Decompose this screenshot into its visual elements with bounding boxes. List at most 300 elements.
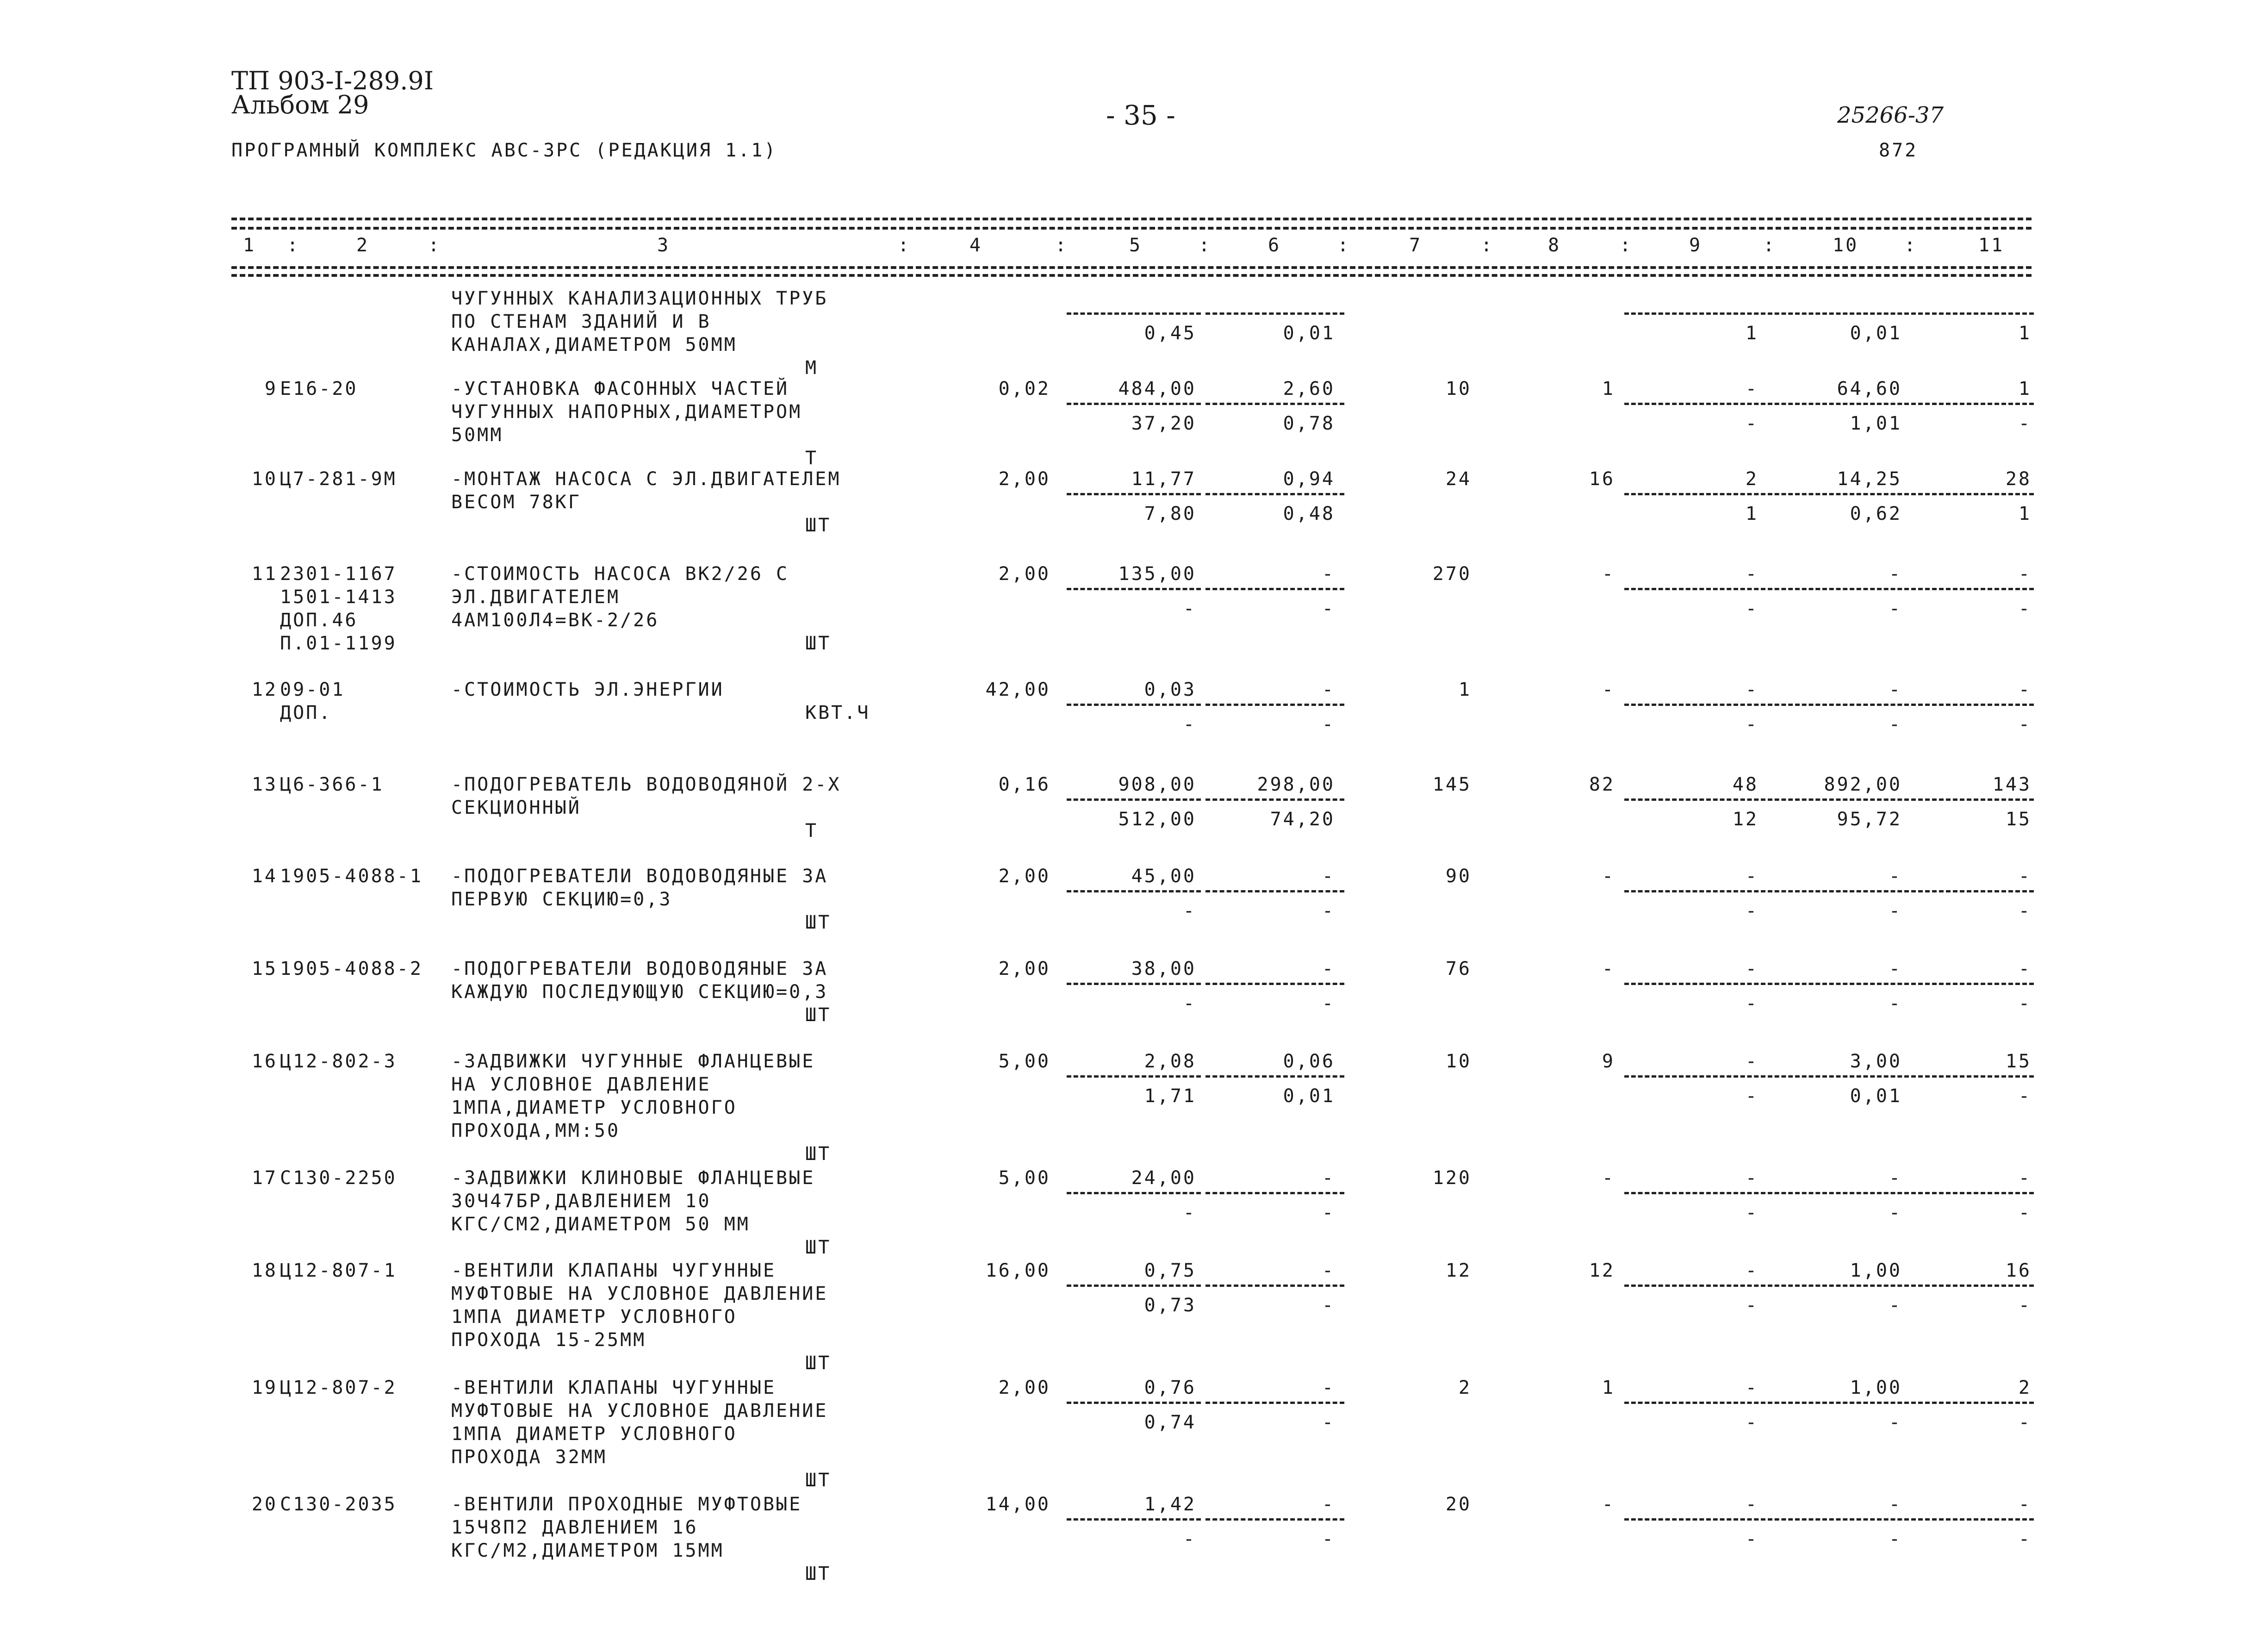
work-description: ЭЛ.ДВИГАТЕЛЕМ	[451, 586, 621, 608]
cell-separator	[1205, 493, 1344, 495]
unit-of-measure: ШТ	[805, 515, 832, 536]
unit-of-measure: Т	[805, 820, 819, 842]
cell-c6b: -	[1322, 1528, 1335, 1550]
cell-separator	[1067, 1192, 1201, 1194]
cell-c11a: 15	[2005, 1051, 2032, 1072]
cell-c10a: 1,00	[1850, 1260, 1902, 1281]
norm-code: 2301-1167	[280, 563, 397, 585]
column-header-5: 5	[1129, 235, 1143, 256]
cell-c10b: -	[1889, 714, 1902, 735]
cell-c11a: 143	[1992, 774, 2032, 795]
cell-separator	[1205, 798, 1344, 801]
cell-separator	[1768, 798, 1909, 801]
cell-c7: 24	[1445, 468, 1472, 490]
norm-code: Ц12-807-2	[280, 1377, 397, 1398]
cell-separator	[1067, 312, 1201, 315]
cell-separator	[1067, 983, 1201, 985]
cell-c6b: 0,78	[1283, 413, 1335, 434]
cell-c10b: 1,01	[1850, 413, 1902, 434]
cell-c11b: 15	[2005, 809, 2032, 830]
cell-c6a: -	[1322, 563, 1335, 585]
cell-c6b: -	[1322, 1202, 1335, 1223]
cell-separator	[1768, 1518, 1909, 1521]
row-number: 13	[251, 774, 278, 795]
cell-separator	[1624, 1192, 1765, 1194]
cell-c11b: -	[2018, 1202, 2032, 1223]
work-description: ПРОХОДА 15-25ММ	[451, 1329, 646, 1351]
cell-c10b: 0,62	[1850, 503, 1902, 524]
work-description: КАНАЛАХ,ДИАМЕТРОМ 50ММ	[451, 334, 737, 355]
norm-code: Ц12-807-1	[280, 1260, 397, 1281]
cell-separator	[1911, 1075, 2034, 1078]
column-separator-colon: :	[1337, 235, 1351, 256]
row-number: 20	[251, 1494, 278, 1515]
cell-c9a: -	[1745, 866, 1758, 887]
cell-c11a: 16	[2005, 1260, 2032, 1281]
unit-of-measure: М	[805, 357, 819, 379]
work-description: -ПОДОГРЕВАТЕЛИ ВОДОВОДЯНЫЕ ЗА	[451, 958, 828, 979]
cell-separator	[1205, 312, 1344, 315]
column-separator-colon: :	[287, 235, 300, 256]
cell-c5b: 7,80	[1144, 503, 1196, 524]
cell-c9b: -	[1745, 1528, 1758, 1550]
cell-separator	[1205, 1192, 1344, 1194]
cell-c5b: -	[1183, 714, 1196, 735]
cell-c11b: -	[2018, 714, 2032, 735]
work-description: ПО СТЕНАМ ЗДАНИЙ И В	[451, 311, 711, 332]
cell-separator	[1067, 1518, 1201, 1521]
cell-c11a: 1	[2018, 378, 2032, 399]
cell-separator	[1768, 1402, 1909, 1404]
cell-c5a: 484,00	[1118, 378, 1196, 399]
column-header-2: 2	[356, 235, 370, 256]
unit-of-measure: ШТ	[805, 912, 832, 933]
work-description: -УСТАНОВКА ФАСОННЫХ ЧАСТЕЙ	[451, 378, 789, 399]
cell-c8: 9	[1602, 1051, 1615, 1072]
row-number: 16	[251, 1051, 278, 1072]
cell-c6b: -	[1322, 993, 1335, 1014]
unit-of-measure: ШТ	[805, 1470, 832, 1491]
row-number: 14	[251, 866, 278, 887]
cell-separator	[1067, 704, 1201, 706]
column-header-3: 3	[657, 235, 671, 256]
cell-separator	[1624, 588, 1765, 590]
cell-c5a: 2,08	[1144, 1051, 1196, 1072]
cell-separator	[1624, 1518, 1765, 1521]
cell-c7: 10	[1445, 1051, 1472, 1072]
cell-separator	[1911, 403, 2034, 405]
cell-c10b: 0,01	[1850, 323, 1902, 344]
cell-c5a: 1,42	[1144, 1494, 1196, 1515]
unit-of-measure: ШТ	[805, 1143, 832, 1165]
cell-c6a: 298,00	[1257, 774, 1335, 795]
cell-separator	[1911, 1402, 2034, 1404]
row-number: 15	[251, 958, 278, 979]
cell-separator	[1205, 983, 1344, 985]
work-description: 30Ч47БР,ДАВЛЕНИЕМ 10	[451, 1191, 711, 1212]
unit-of-measure: ШТ	[805, 1237, 832, 1258]
cell-c6b: -	[1322, 598, 1335, 619]
cell-separator	[1067, 403, 1201, 405]
cell-separator	[1911, 1285, 2034, 1287]
cell-qty: 5,00	[998, 1051, 1050, 1072]
cell-c9b: 1	[1745, 503, 1758, 524]
cell-c6a: -	[1322, 1167, 1335, 1189]
work-description: ПРОХОДА 32ММ	[451, 1447, 607, 1468]
cell-c6b: -	[1322, 1412, 1335, 1433]
cell-c9a: -	[1745, 1260, 1758, 1281]
unit-of-measure: ШТ	[805, 1353, 832, 1374]
norm-code: 09-01	[280, 679, 345, 700]
cell-separator	[1067, 588, 1201, 590]
cell-separator	[1911, 890, 2034, 892]
cell-c6a: 0,06	[1283, 1051, 1335, 1072]
column-separator-colon: :	[428, 235, 441, 256]
cell-c9b: 1	[1745, 323, 1758, 344]
cell-c10b: -	[1889, 1202, 1902, 1223]
cell-c9a: -	[1745, 679, 1758, 700]
norm-code: Ц6-366-1	[280, 774, 384, 795]
cell-separator	[1911, 1192, 2034, 1194]
cell-c10a: -	[1889, 563, 1902, 585]
cell-c6a: 2,60	[1283, 378, 1335, 399]
row-number: 9	[264, 378, 278, 399]
cell-c9b: -	[1745, 1295, 1758, 1316]
unit-of-measure: КВТ.Ч	[805, 702, 870, 723]
cell-c9a: -	[1745, 1377, 1758, 1398]
unit-of-measure: ШТ	[805, 1004, 832, 1026]
cell-separator	[1205, 403, 1344, 405]
cell-separator	[1624, 704, 1765, 706]
cell-c11a: -	[2018, 958, 2032, 979]
cell-c10a: 64,60	[1837, 378, 1902, 399]
cell-c5b: -	[1183, 598, 1196, 619]
cell-c11b: -	[2018, 413, 2032, 434]
program-title: ПРОГРАМНЫЙ КОМПЛЕКС АВС-3РС (РЕДАКЦИЯ 1.1)	[231, 140, 777, 161]
work-description: ЧУГУННЫХ КАНАЛИЗАЦИОННЫХ ТРУБ	[451, 288, 828, 309]
cell-c10a: 892,00	[1824, 774, 1902, 795]
document-code: ТП 903-I-289.9I	[231, 66, 434, 95]
cell-separator	[1067, 890, 1201, 892]
column-header-4: 4	[969, 235, 983, 256]
column-separator-colon: :	[1620, 235, 1633, 256]
cell-c11a: 2	[2018, 1377, 2032, 1398]
column-separator-colon: :	[1763, 235, 1777, 256]
work-description: ПЕРВУЮ СЕКЦИЮ=0,3	[451, 889, 672, 910]
cell-c11a: -	[2018, 866, 2032, 887]
cell-separator	[1768, 704, 1909, 706]
cell-c11a: -	[2018, 1494, 2032, 1515]
cell-c9b: -	[1745, 714, 1758, 735]
cell-separator	[1067, 1402, 1201, 1404]
cell-c8: 82	[1589, 774, 1615, 795]
row-number: 12	[251, 679, 278, 700]
work-description: ВЕСОМ 78КГ	[451, 492, 581, 513]
cell-separator	[1911, 588, 2034, 590]
cell-c5a: 908,00	[1118, 774, 1196, 795]
cell-c11b: -	[2018, 900, 2032, 922]
cell-c6b: 0,01	[1283, 323, 1335, 344]
cell-separator	[1067, 1075, 1201, 1078]
norm-code: Ц12-802-3	[280, 1051, 397, 1072]
cell-separator	[1624, 983, 1765, 985]
cell-c9b: -	[1745, 1202, 1758, 1223]
cell-c11b: -	[2018, 993, 2032, 1014]
cell-c10b: -	[1889, 598, 1902, 619]
cell-c9a: -	[1745, 1167, 1758, 1189]
cell-c9b: -	[1745, 598, 1758, 619]
cell-c10b: -	[1889, 1412, 1902, 1433]
cell-c11b: -	[2018, 1412, 2032, 1433]
cell-c5a: 0,76	[1144, 1377, 1196, 1398]
cell-c8: -	[1602, 1494, 1615, 1515]
album-label: Альбом 29	[231, 90, 369, 119]
work-description: -СТОИМОСТЬ НАСОСА ВК2/26 С	[451, 563, 789, 585]
cell-qty: 0,02	[998, 378, 1050, 399]
cell-c6b: -	[1322, 1295, 1335, 1316]
column-header-9: 9	[1689, 235, 1703, 256]
cell-c6b: 74,20	[1270, 809, 1335, 830]
cell-c6a: -	[1322, 958, 1335, 979]
cell-separator	[1768, 312, 1909, 315]
cell-c5a: 0,03	[1144, 679, 1196, 700]
cell-c8: 1	[1602, 378, 1615, 399]
cell-separator	[1067, 1285, 1201, 1287]
norm-code: П.01-1199	[280, 633, 397, 654]
cell-c9b: -	[1745, 993, 1758, 1014]
work-description: -ВЕНТИЛИ КЛАПАНЫ ЧУГУННЫЕ	[451, 1260, 777, 1281]
cell-c7: 120	[1432, 1167, 1472, 1189]
cell-separator	[1205, 1285, 1344, 1287]
cell-c9b: -	[1745, 900, 1758, 922]
cell-c6a: -	[1322, 1494, 1335, 1515]
work-description: -ПОДОГРЕВАТЕЛЬ ВОДОВОДЯНОЙ 2-Х	[451, 774, 841, 795]
cell-c5b: 1,71	[1144, 1085, 1196, 1107]
cell-c10a: -	[1889, 1167, 1902, 1189]
cell-c7: 2	[1458, 1377, 1472, 1398]
cell-c10b: 95,72	[1837, 809, 1902, 830]
cell-c10a: -	[1889, 679, 1902, 700]
work-description: ЧУГУННЫХ НАПОРНЫХ,ДИАМЕТРОМ	[451, 401, 802, 423]
cell-c11b: 1	[2018, 503, 2032, 524]
cell-c6b: 0,01	[1283, 1085, 1335, 1107]
column-separator-colon: :	[1904, 235, 1918, 256]
cell-c9a: -	[1745, 378, 1758, 399]
cell-c11b: -	[2018, 598, 2032, 619]
cell-separator	[1768, 890, 1909, 892]
cell-qty: 2,00	[998, 866, 1050, 887]
cell-separator	[1768, 493, 1909, 495]
norm-code: С130-2035	[280, 1494, 397, 1515]
cell-c7: 1	[1458, 679, 1472, 700]
cell-c11a: -	[2018, 563, 2032, 585]
cell-c9a: -	[1745, 1051, 1758, 1072]
cell-qty: 5,00	[998, 1167, 1050, 1189]
work-description: -ВЕНТИЛИ КЛАПАНЫ ЧУГУННЫЕ	[451, 1377, 777, 1398]
cell-c8: 12	[1589, 1260, 1615, 1281]
cell-c5b: -	[1183, 1528, 1196, 1550]
cell-c6b: -	[1322, 900, 1335, 922]
cell-c5b: -	[1183, 1202, 1196, 1223]
row-number: 11	[251, 563, 278, 585]
work-description: КГС/СМ2,ДИАМЕТРОМ 50 ММ	[451, 1214, 750, 1235]
norm-code: ДОП.46	[280, 610, 358, 631]
page-number: - 35 -	[1106, 100, 1175, 131]
cell-c6a: -	[1322, 866, 1335, 887]
cell-c9b: 12	[1732, 809, 1758, 830]
cell-separator	[1911, 493, 2034, 495]
norm-code: С130-2250	[280, 1167, 397, 1189]
cell-separator	[1624, 890, 1765, 892]
cell-separator	[1205, 704, 1344, 706]
work-description: -ЗАДВИЖКИ ЧУГУННЫЕ ФЛАНЦЕВЫЕ	[451, 1051, 815, 1072]
cell-c11b: -	[2018, 1085, 2032, 1107]
cell-c9a: -	[1745, 958, 1758, 979]
cell-separator	[1205, 1402, 1344, 1404]
work-description: -ВЕНТИЛИ ПРОХОДНЫЕ МУФТОВЫЕ	[451, 1494, 802, 1515]
work-description: -СТОИМОСТЬ ЭЛ.ЭНЕРГИИ	[451, 679, 724, 700]
work-description: 1МПА,ДИАМЕТР УСЛОВНОГО	[451, 1097, 737, 1118]
norm-code: Е16-20	[280, 378, 358, 399]
cell-separator	[1768, 588, 1909, 590]
cell-c8: -	[1602, 679, 1615, 700]
cell-separator	[1624, 1075, 1765, 1078]
cell-c6a: 0,94	[1283, 468, 1335, 490]
row-number: 10	[251, 468, 278, 490]
cell-c9a: -	[1745, 1494, 1758, 1515]
cell-separator	[1768, 403, 1909, 405]
cell-separator	[1624, 312, 1765, 315]
cell-c5b: -	[1183, 993, 1196, 1014]
cell-separator	[1067, 493, 1201, 495]
cell-c10b: -	[1889, 993, 1902, 1014]
cell-c5a: 45,00	[1131, 866, 1196, 887]
work-description: 15Ч8П2 ДАВЛЕНИЕМ 16	[451, 1517, 698, 1538]
cell-c5a: 0,75	[1144, 1260, 1196, 1281]
cell-c6a: -	[1322, 679, 1335, 700]
work-description: 4АМ100Л4=ВК-2/26	[451, 610, 659, 631]
column-header-10: 10	[1833, 235, 1859, 256]
column-separator-colon: :	[898, 235, 911, 256]
cell-c10a: 14,25	[1837, 468, 1902, 490]
norm-code: 1905-4088-1	[280, 866, 423, 887]
cell-c8: 1	[1602, 1377, 1615, 1398]
cell-c7: 145	[1432, 774, 1472, 795]
column-header-7: 7	[1409, 235, 1423, 256]
sheet-number: 872	[1879, 140, 1918, 161]
cell-qty: 2,00	[998, 958, 1050, 979]
cell-qty: 14,00	[985, 1494, 1050, 1515]
cell-separator	[1911, 704, 2034, 706]
cell-c5b: 512,00	[1118, 809, 1196, 830]
row-number: 19	[251, 1377, 278, 1398]
archive-number: 25266-37	[1837, 102, 1944, 128]
cell-c6a: -	[1322, 1260, 1335, 1281]
cell-separator	[1205, 588, 1344, 590]
cell-c10a: 3,00	[1850, 1051, 1902, 1072]
cell-separator	[1205, 1075, 1344, 1078]
cell-c8: -	[1602, 563, 1615, 585]
cell-c9a: 2	[1745, 468, 1758, 490]
cell-c11a: -	[2018, 679, 2032, 700]
work-description: -ЗАДВИЖКИ КЛИНОВЫЕ ФЛАНЦЕВЫЕ	[451, 1167, 815, 1189]
norm-code: ДОП.	[280, 702, 332, 723]
column-separator-colon: :	[1055, 235, 1069, 256]
cell-c8: -	[1602, 866, 1615, 887]
cell-c6a: -	[1322, 1377, 1335, 1398]
cell-c11b: -	[2018, 1295, 2032, 1316]
cell-c5a: 24,00	[1131, 1167, 1196, 1189]
column-header-11: 11	[1978, 235, 2005, 256]
cell-c8: -	[1602, 958, 1615, 979]
cell-c7: 12	[1445, 1260, 1472, 1281]
cell-c10b: 0,01	[1850, 1085, 1902, 1107]
unit-of-measure: Т	[805, 448, 819, 469]
cell-c11b: 1	[2018, 323, 2032, 344]
cell-qty: 16,00	[985, 1260, 1050, 1281]
unit-of-measure: ШТ	[805, 633, 832, 654]
cell-qty: 2,00	[998, 468, 1050, 490]
work-description: -ПОДОГРЕВАТЕЛИ ВОДОВОДЯНЫЕ ЗА	[451, 866, 828, 887]
cell-separator	[1911, 1518, 2034, 1521]
norm-code: 1905-4088-2	[280, 958, 423, 979]
cell-c5b: 0,45	[1144, 323, 1196, 344]
column-header-6: 6	[1268, 235, 1281, 256]
work-description: 50ММ	[451, 424, 503, 446]
cell-c9b: -	[1745, 1412, 1758, 1433]
cell-separator	[1205, 1518, 1344, 1521]
cell-separator	[1624, 403, 1765, 405]
cell-separator	[1768, 983, 1909, 985]
cell-c5b: 37,20	[1131, 413, 1196, 434]
work-description: КАЖДУЮ ПОСЛЕДУЮЩУЮ СЕКЦИЮ=0,3	[451, 981, 828, 1003]
cell-separator	[1624, 493, 1765, 495]
unit-of-measure: ШТ	[805, 1563, 832, 1584]
cell-separator	[1067, 798, 1201, 801]
cell-c9a: -	[1745, 563, 1758, 585]
row-number: 17	[251, 1167, 278, 1189]
cell-c5a: 11,77	[1131, 468, 1196, 490]
cell-separator	[1768, 1075, 1909, 1078]
cell-separator	[1768, 1192, 1909, 1194]
work-description: НА УСЛОВНОЕ ДАВЛЕНИЕ	[451, 1074, 711, 1095]
cell-c9b: -	[1745, 1085, 1758, 1107]
column-separator-colon: :	[1481, 235, 1494, 256]
cell-c7: 270	[1432, 563, 1472, 585]
cell-separator	[1624, 798, 1765, 801]
cell-qty: 2,00	[998, 563, 1050, 585]
cell-separator	[1624, 1285, 1765, 1287]
cell-c5a: 135,00	[1118, 563, 1196, 585]
cell-c7: 90	[1445, 866, 1472, 887]
cell-qty: 2,00	[998, 1377, 1050, 1398]
cell-separator	[1205, 890, 1344, 892]
cell-c10b: -	[1889, 1528, 1902, 1550]
cell-c10b: -	[1889, 1295, 1902, 1316]
cell-c7: 76	[1445, 958, 1472, 979]
cell-c10a: -	[1889, 1494, 1902, 1515]
norm-code: 1501-1413	[280, 586, 397, 608]
cell-c11a: 28	[2005, 468, 2032, 490]
work-description: 1МПА ДИАМЕТР УСЛОВНОГО	[451, 1306, 737, 1328]
cell-c9b: -	[1745, 413, 1758, 434]
column-separator-colon: :	[1199, 235, 1212, 256]
cell-c7: 20	[1445, 1494, 1472, 1515]
column-header-8: 8	[1548, 235, 1561, 256]
cell-qty: 42,00	[985, 679, 1050, 700]
cell-c6b: 0,48	[1283, 503, 1335, 524]
cell-separator	[1624, 1402, 1765, 1404]
